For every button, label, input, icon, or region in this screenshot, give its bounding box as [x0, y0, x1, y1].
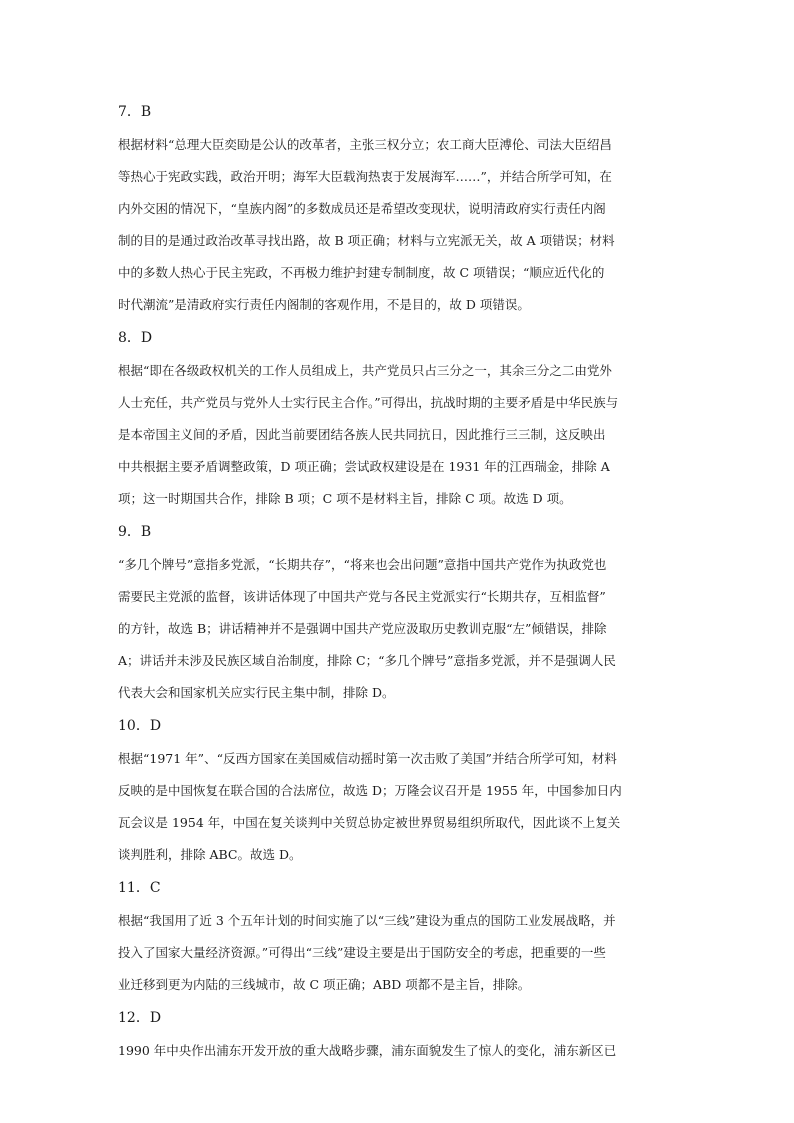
explanation-line: 中共根据主要矛盾调整政策，D 项正确；尝试政权建设是在 1931 年的江西瑞金，排除 A: [118, 459, 610, 474]
explanation-line: 瓦会议是 1954 年，中国在复关谈判中关贸总协定被世界贸易组织所取代，因此谈不上复关: [118, 815, 621, 830]
answer-item: [118, 321, 678, 515]
explanation-line: “多几个牌号”意指多党派，“长期共存”，“将来也会出问题”意指中国共产党作为执政党也: [118, 557, 607, 572]
explanation-line: 需要民主党派的监督，该讲话体现了中国共产党与各民主党派实行“长期共存，互相监督”: [118, 589, 606, 604]
explanation-line: 业迁移到更为内陆的三线城市，故 C 项正确；ABD 项都不是主旨，排除。: [118, 977, 531, 992]
explanation-line: 根据材料“总理大臣奕劻是公认的改革者，主张三权分立；农工商大臣溥伦、司法大臣绍昌: [118, 137, 612, 152]
explanation-line: 投入了国家大量经济资源。”可得出“三线”建设主要是出于国防安全的考虑，把重要的一些: [118, 945, 606, 960]
explanation-line: 制的目的是通过政治改革寻找出路，故 B 项正确；材料与立宪派无关，故 A 项错误；材料: [118, 233, 615, 248]
explanation-line: 根据“我国用了近 3 个五年计划的时间实施了以“三线”建设为重点的国防工业发展战略，并: [118, 913, 616, 928]
explanation-line: 根据“1971 年”、“反西方国家在美国威信动摇时第一次击败了美国”并结合所学可知，材料: [118, 751, 617, 766]
answer-label: 12．D: [118, 1010, 162, 1026]
answer-label: 10．D: [118, 718, 162, 734]
explanation-line: 根据“即在各级政权机关的工作人员组成上，共产党员只占三分之一，其余三分之二由党外: [118, 363, 612, 378]
explanation-line: 是本帝国主义间的矛盾，因此当前要团结各族人民共同抗日，因此推行三三制，这反映出: [118, 427, 606, 442]
explanation-line: 中的多数人热心于民主宪政，不再极力维护封建专制制度，故 C 项错误；“顺应近代化的: [118, 265, 605, 280]
explanation-line: 时代潮流”是清政府实行责任内阁制的客观作用，不是目的，故 D 项错误。: [118, 297, 530, 312]
answer-item: [118, 1001, 678, 1067]
answer-item: [118, 709, 678, 871]
explanation-line: 谈判胜利，排除 ABC。故选 D。: [118, 847, 302, 862]
explanation-line: 项；这一时期国共合作，排除 B 项；C 项不是材料主旨，排除 C 项。故选 D 项。: [118, 491, 572, 506]
answer-label: 11．C: [118, 880, 161, 896]
answer-label: 7．B: [118, 104, 152, 120]
explanation-line: 等热心于宪政实践，政治开明；海军大臣载洵热衷于发展海军……”，并结合所学可知，在: [118, 169, 612, 184]
answer-explanations: [118, 95, 678, 1067]
explanation-line: 反映的是中国恢复在联合国的合法席位，故选 D；万隆会议召开是 1955 年，中国参加日内: [118, 783, 622, 798]
explanation-line: 内外交困的情况下，“皇族内阁”的多数成员还是希望改变现状，说明清政府实行责任内阁: [118, 201, 606, 216]
answer-item: [118, 871, 678, 1001]
answer-label: 9．B: [118, 524, 152, 540]
explanation-line: 人士充任，共产党员与党外人士实行民主合作。”可得出，抗战时期的主要矛盾是中华民族与: [118, 395, 619, 410]
explanation-line: 代表大会和国家机关应实行民主集中制，排除 D。: [118, 685, 395, 700]
answer-label: 8．D: [118, 330, 153, 346]
answer-item: [118, 515, 678, 709]
answer-item: [118, 95, 678, 321]
explanation-line: 1990 年中央作出浦东开发开放的重大战略步骤，浦东面貌发生了惊人的变化，浦东新区已: [118, 1043, 617, 1058]
explanation-line: 的方针，故选 B；讲话精神并不是强调中国共产党应汲取历史教训克服“左”倾错误，排除: [118, 621, 607, 636]
explanation-line: A；讲话并未涉及民族区域自治制度，排除 C；“多几个牌号”意指多党派，并不是强调人民: [118, 653, 616, 668]
